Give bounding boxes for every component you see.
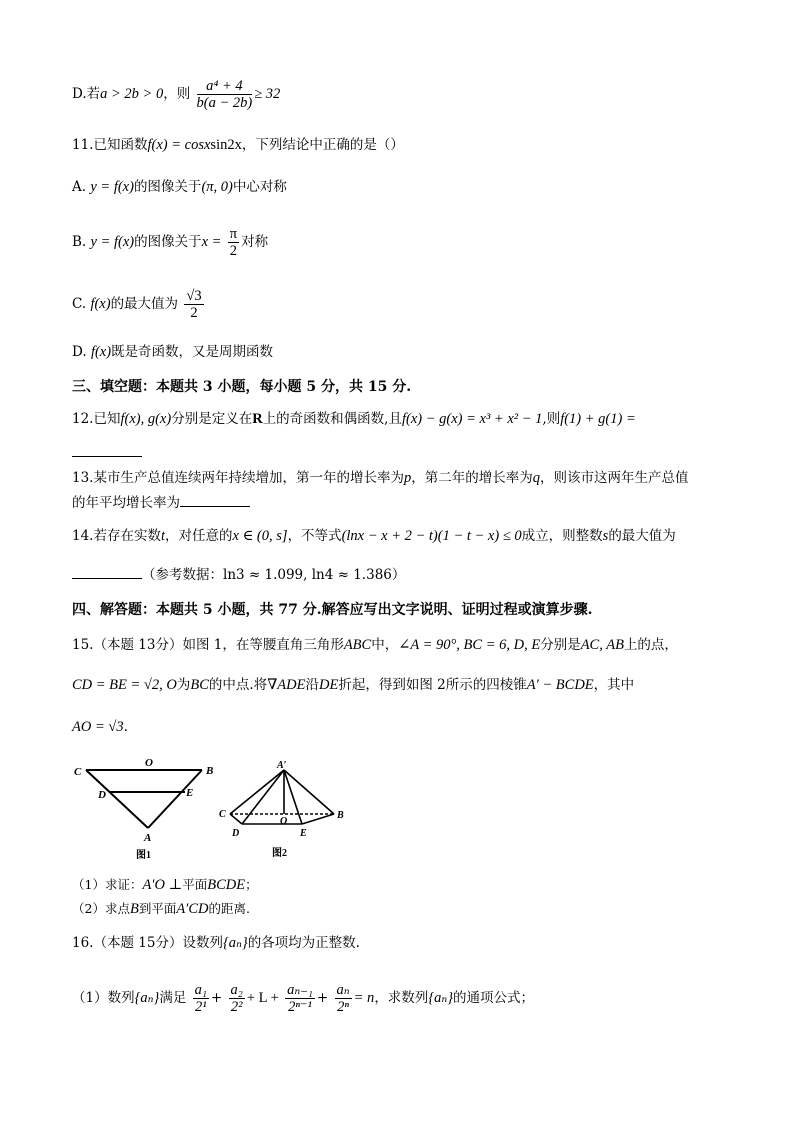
math: AO = √3 [72, 719, 124, 735]
math: f(x) [90, 296, 111, 312]
math: f(x) [90, 344, 112, 360]
text: 上的奇函数和偶函数,且 [262, 411, 402, 427]
option-label: A. [72, 179, 91, 195]
section-heading-4: 四、解答题：本题共 5 小题，共 77 分.解答应写出文字说明、证明过程或演算步骤. [72, 602, 593, 618]
numerator: π [229, 226, 238, 242]
option-11d [72, 343, 273, 361]
option-label: C. [72, 296, 91, 312]
math: q [532, 470, 540, 486]
math: {aₙ} [134, 990, 160, 1006]
text: 满足 [159, 990, 187, 1006]
option-11a [72, 178, 287, 196]
math: y = f(x) [90, 179, 134, 195]
text: 分别是定义在 [171, 411, 253, 427]
text: 的图像关于 [134, 234, 202, 250]
fraction [228, 226, 239, 259]
math: ABC [343, 637, 372, 653]
text: ，则 [163, 86, 191, 102]
relation: ≥ 32 [254, 86, 281, 102]
text: 折起，得到如图 2所示的四棱锥 [338, 677, 527, 693]
denominator: 2² [230, 999, 243, 1015]
condition: a > 2b > 0 [100, 86, 164, 102]
text: 14.若存在实数 [72, 528, 161, 544]
text: 12.已知 [72, 411, 121, 427]
fraction [193, 982, 209, 1015]
math: f(x) = cos [147, 137, 204, 153]
answer-blank[interactable] [72, 566, 142, 579]
fig1-label-a: A [144, 832, 152, 844]
edge-c-d [230, 814, 242, 824]
text: 平面 [182, 877, 208, 892]
math: (π, 0) [201, 179, 233, 195]
fig2-label-o: O [280, 816, 288, 827]
text: 既是奇函数，又是周期函数 [111, 344, 274, 360]
question-13 [72, 469, 688, 487]
fig1-label-d: D [98, 789, 106, 801]
text: 上的点， [623, 637, 678, 653]
math: x ∈ (0, s] [232, 528, 288, 544]
question-12 [72, 410, 636, 428]
text: 11.已知函数 [72, 137, 148, 153]
text: ，求数列 [374, 990, 429, 1006]
fraction [184, 288, 203, 321]
math: sin2x [210, 137, 242, 153]
text: 对称 [241, 234, 269, 250]
math: A′O ⊥ [142, 877, 183, 893]
answer-blank-12 [72, 444, 142, 462]
denominator: 2 [190, 305, 198, 321]
numerator: a⁴ + 4 [197, 78, 253, 95]
edge-ap-c [230, 770, 284, 814]
denominator: b(a − 2b) [196, 95, 253, 111]
question-16-part1: （1）数列{aₙ}满足 $\frac{\text{a₁}}{\text{2¹}}$ + $\frac{\text{a₂}}{\text{2²}}$ + L + $\frac{\text{aₙ₋₁}}{\text{2ⁿ⁻¹}}$ + $\frac{\text{aₙ}}{\text{2ⁿ}}$ = n，求数列{aₙ}的通项公式； [72, 982, 535, 1015]
fig1-label-o: O [145, 757, 153, 769]
math: y = f(x) [90, 234, 135, 250]
question-13-line2 [72, 494, 250, 512]
text: 的最大值为 [110, 296, 179, 312]
text: 成立，则整数 [521, 528, 603, 544]
text: 的中点.将 [208, 677, 268, 693]
fig2-label-b: B [337, 810, 344, 821]
math: CD = BE = √2, O [72, 677, 177, 693]
numerator: aₙ [336, 982, 350, 998]
question-15-part2 [72, 900, 250, 918]
edge-e-b [302, 814, 334, 824]
question-15 [72, 636, 678, 654]
math: p [403, 470, 412, 486]
question-15-line2 [72, 676, 634, 694]
option-11c [72, 288, 206, 321]
math: = n [353, 990, 375, 1006]
reference-data: （参考数据：ln3 ≈ 1.099, ln4 ≈ 1.386） [142, 567, 406, 583]
fig2-label-c: C [219, 809, 226, 820]
math: AC, AB [580, 637, 624, 653]
math: {aₙ} [428, 990, 454, 1006]
math: t [160, 528, 166, 544]
denominator: 2 [229, 243, 238, 259]
fraction [197, 78, 253, 111]
text: 的通项公式； [453, 990, 535, 1006]
math: R [252, 411, 263, 427]
question-14-line2 [72, 566, 405, 584]
option-label: D. [72, 344, 91, 360]
numerator: √3 [186, 288, 202, 304]
math: (lnx − x + 2 − t)(1 − t − x) ≤ 0 [341, 528, 522, 544]
text: 的距离. [208, 901, 250, 916]
math: x = [201, 234, 222, 250]
text: 到平面 [138, 901, 177, 916]
text: ； [245, 877, 258, 892]
question-16 [72, 934, 360, 952]
figure [72, 754, 362, 870]
option-10d [72, 78, 280, 111]
text: 的年平均增长率为 [72, 495, 180, 511]
text: （1）求证： [72, 877, 143, 892]
text: 的最大值为 [608, 528, 676, 544]
text: ，其中 [593, 677, 635, 693]
math: ∠A = 90°, BC = 6, D, E [398, 637, 541, 653]
numerator: a₂ [230, 982, 243, 998]
text: ，第二年的增长率为 [411, 470, 533, 486]
fraction [285, 982, 315, 1015]
text: ，则该市这两年生产总值 [539, 470, 689, 486]
segment-ba [148, 770, 202, 828]
question-14 [72, 527, 676, 545]
segment-ca [86, 770, 148, 828]
fraction [229, 982, 245, 1015]
option-label: D.若 [72, 86, 101, 102]
math: B [129, 901, 139, 917]
text: 16.（本题 15分）设数列 [72, 935, 223, 951]
question-11 [72, 136, 404, 154]
math: BC [190, 677, 209, 693]
text: ，对任意的 [165, 528, 233, 544]
text: 中心对称 [232, 179, 287, 195]
math: A′CD [176, 901, 209, 917]
text: （2）求点 [72, 901, 130, 916]
text: 为 [176, 677, 191, 693]
fig2-caption: 图2 [272, 848, 287, 859]
text: 分别是 [540, 637, 581, 653]
math: f(1) + g(1) = [560, 411, 636, 427]
text: 13.某市生产总值连续两年持续增加，第一年的增长率为 [72, 470, 404, 486]
math: s [602, 528, 609, 544]
text: ,则 [542, 411, 561, 427]
text: 沿 [305, 677, 319, 693]
math: BCDE [207, 877, 246, 893]
math: x [203, 137, 211, 153]
numerator: a₁ [194, 982, 207, 998]
text: 的各项均为正整数. [247, 935, 360, 951]
answer-blank[interactable] [72, 444, 142, 457]
section-heading-3: 三、填空题：本题共 3 小题，每小题 5 分，共 15 分. [72, 379, 412, 395]
text: （1）数列 [72, 990, 135, 1006]
text: ，下列结论中正确的是（） [241, 137, 404, 153]
option-label: B. [72, 234, 91, 250]
math: f(x), g(x) [120, 411, 172, 427]
denominator: 2ⁿ⁻¹ [288, 999, 312, 1015]
text: ，不等式 [287, 528, 342, 544]
text: 的图像关于 [133, 179, 202, 195]
answer-blank[interactable] [180, 494, 250, 507]
edge-ap-d [242, 770, 284, 824]
denominator: 2ⁿ [337, 999, 349, 1015]
fig2-label-aprime: A′ [277, 760, 287, 771]
math: ∇ADE [267, 677, 306, 693]
numerator: aₙ₋₁ [287, 982, 313, 998]
question-15-line3: AO = √3. [72, 719, 128, 735]
fig1-label-b: B [206, 765, 214, 777]
option-11b [72, 226, 268, 259]
fig1-label-e: E [186, 787, 194, 799]
math: DE [319, 677, 339, 693]
fig2-label-e: E [300, 828, 307, 839]
fraction [335, 982, 352, 1015]
fig2-label-d: D [232, 828, 240, 839]
fig1-caption: 图1 [136, 850, 151, 861]
figure-svg [72, 754, 362, 866]
denominator: 2¹ [194, 999, 207, 1015]
math: A′ − BCDE [526, 677, 594, 693]
math: {aₙ} [222, 935, 248, 951]
math: f(x) − g(x) = x³ + x² − 1 [401, 411, 543, 427]
math: + L + [246, 990, 279, 1006]
text: 15.（本题 13分）如图 1，在等腰直角三角形 [72, 637, 344, 653]
question-15-part1 [72, 876, 258, 894]
fig1-label-c: C [74, 766, 82, 778]
text: 中， [371, 637, 399, 653]
